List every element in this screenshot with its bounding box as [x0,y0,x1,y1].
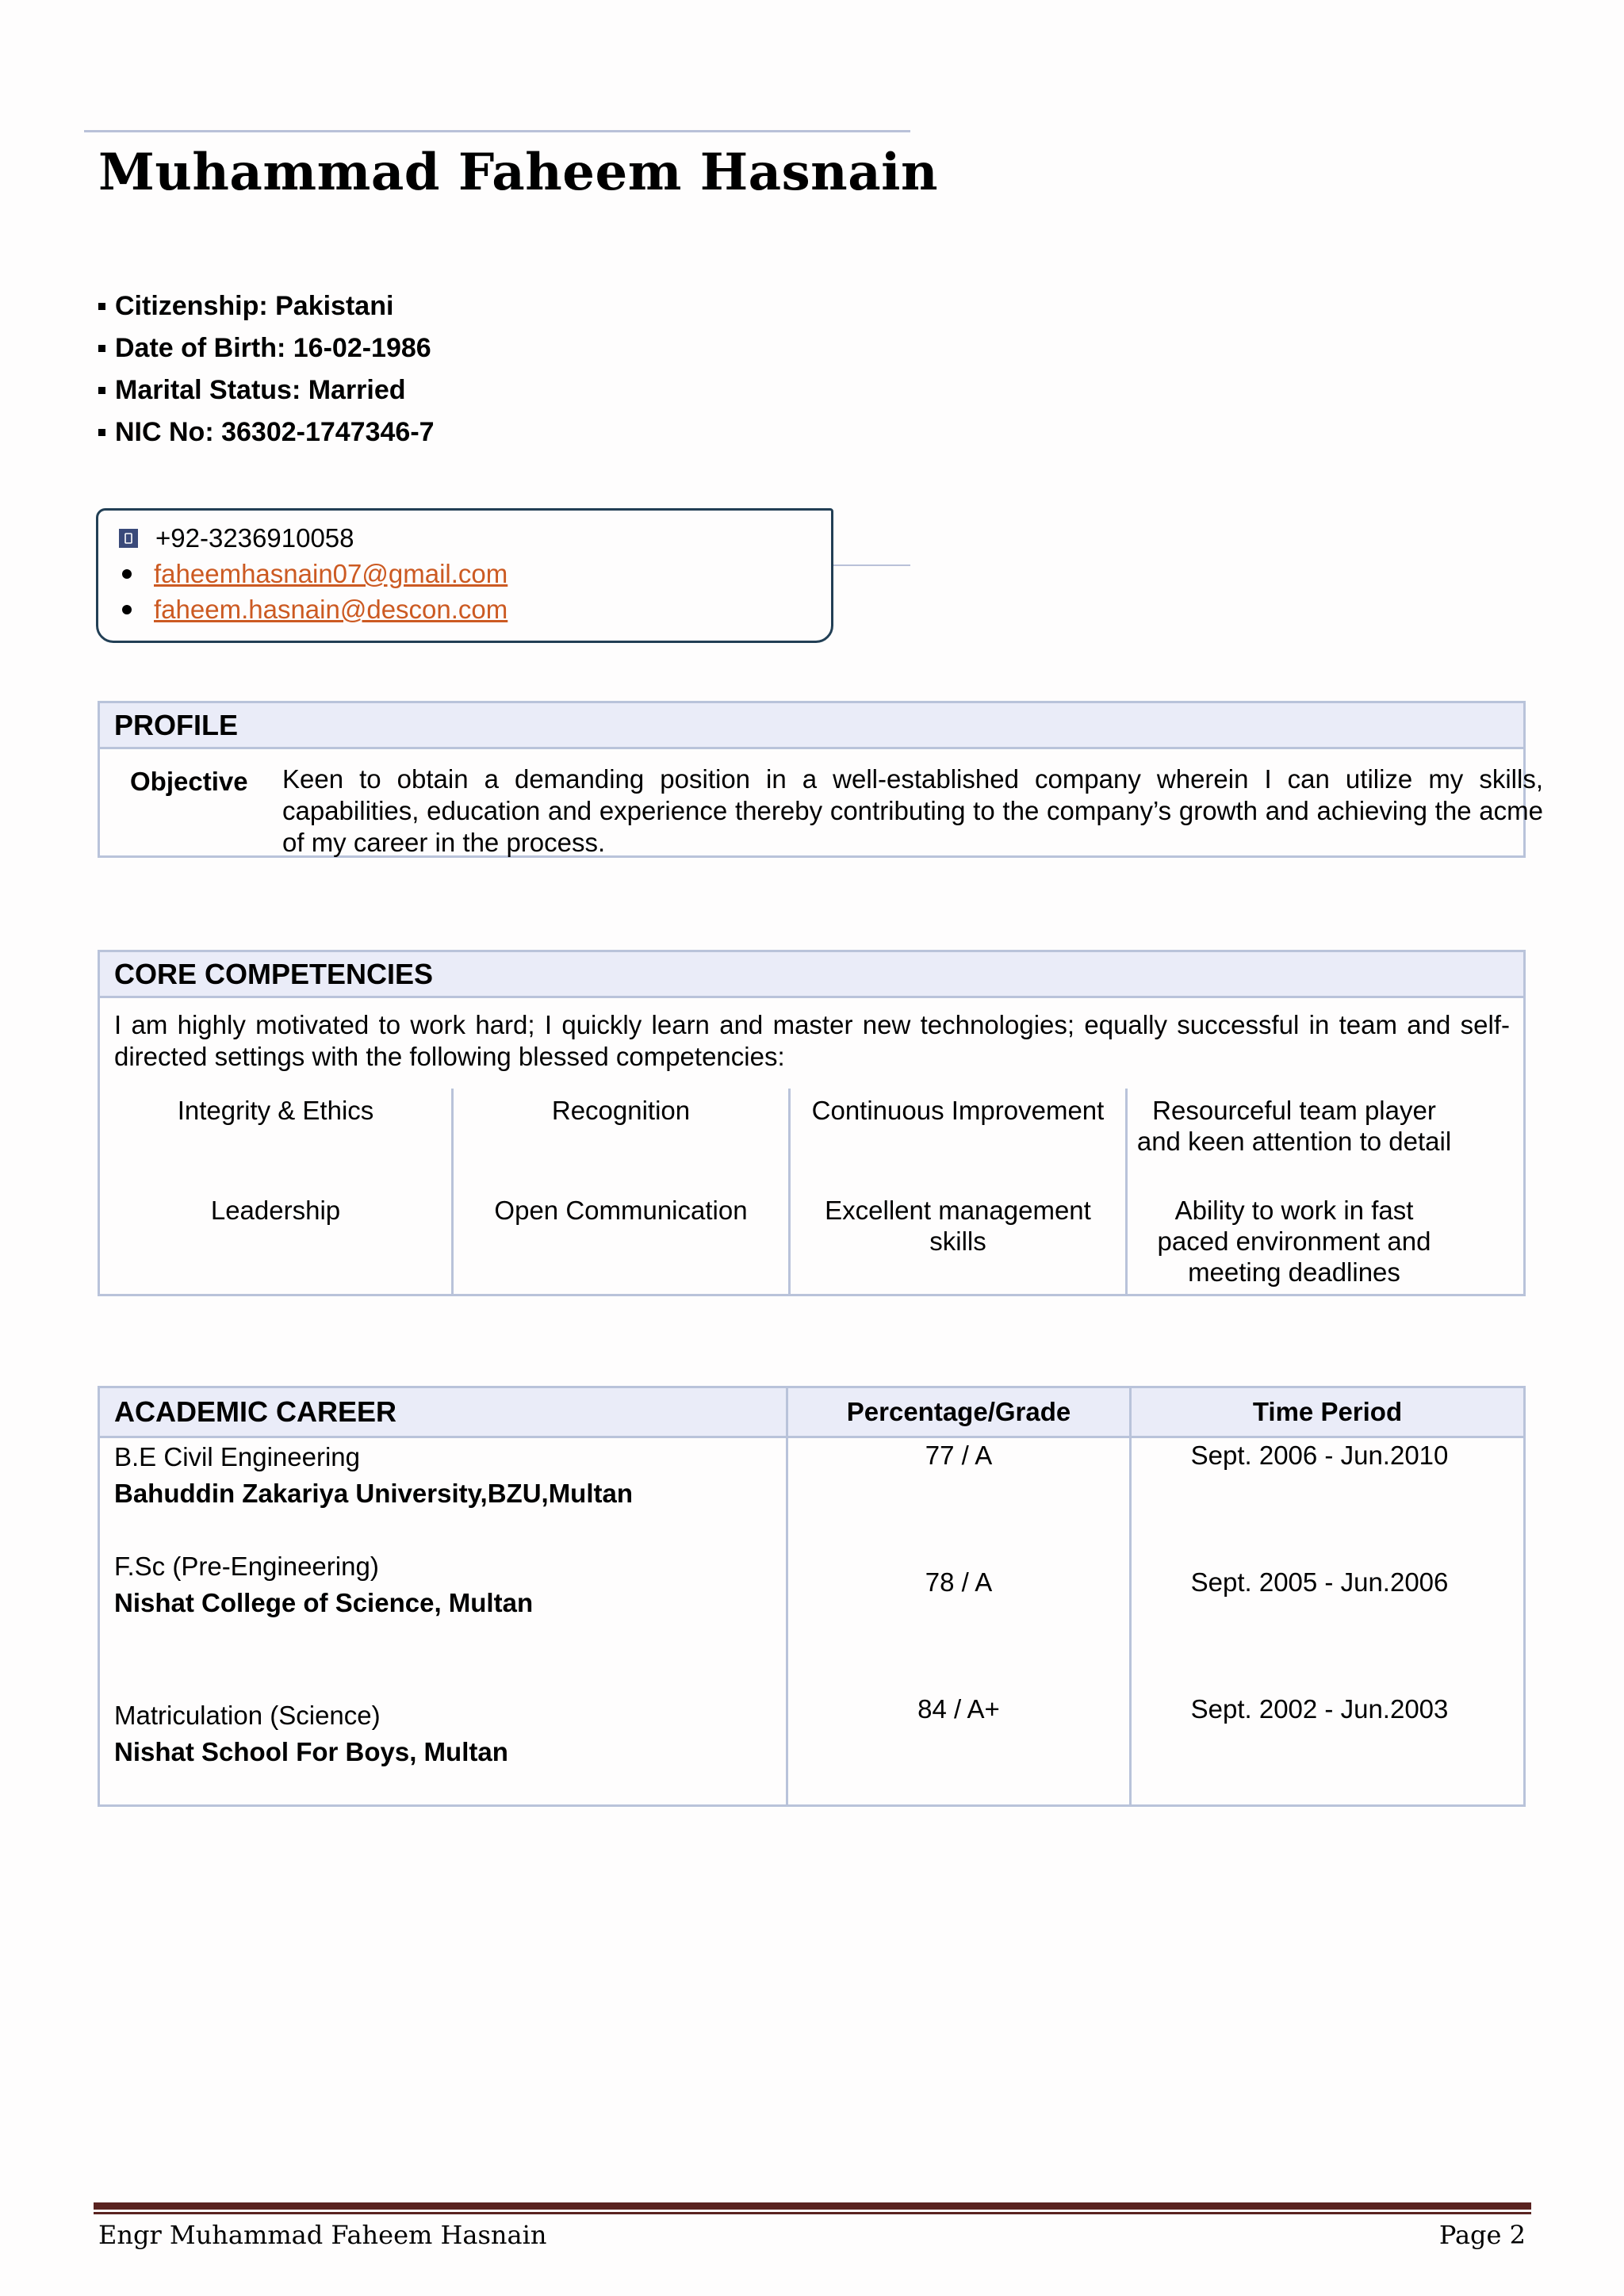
competency-item: Ability to work in fast paced environment and meeting deadlines [1157,1196,1431,1287]
objective-text: Keen to obtain a demanding position in a well-established company wherein I can utilize my skills, capabilities, education and experience thereby contributing to the company’s growth and achieving the acme of my career in the process. [282,764,1543,857]
academic-heading: ACADEMIC CAREER [114,1395,397,1428]
competency-item: Resourceful team player and keen attention to detail [1136,1096,1452,1156]
competency-item: Open Communication [494,1196,748,1225]
personal-citizenship: Citizenship: Pakistani [98,285,435,327]
footer-rule-thin [94,2212,1531,2214]
candidate-name: Muhammad Faheem Hasnain [98,143,938,202]
core-intro: I am highly motivated to work hard; I quickly learn and master new technologies; equally successful in team and self-directed settings with the following blessed competencies: [114,1010,1510,1071]
competency-item: Continuous Improvement [811,1096,1105,1125]
phone-icon [119,529,138,548]
bullet-icon [122,605,132,614]
period-value: Sept. 2002 - Jun.2003 [1190,1694,1449,1724]
profile-section [98,701,1543,858]
contact-email-1 [119,559,508,589]
footer-page-number: Page 2 [1438,2220,1526,2250]
square-bullet-icon [98,429,105,436]
grade-value: 77 / A [925,1441,993,1470]
square-bullet-icon [98,345,105,352]
institute-name: Nishat College of Science, Multan [114,1588,534,1617]
institute-name: Bahuddin Zakariya University,BZU,Multan [114,1479,634,1508]
degree-name: Matriculation (Science) [114,1701,381,1730]
objective-label: Objective [130,767,248,796]
contact-email-2 [119,595,508,625]
personal-nic: NIC No: 36302-1747346-7 [98,411,435,453]
footer-rule-thick [94,2202,1531,2210]
period-column-header: Time Period [1252,1397,1403,1426]
period-value: Sept. 2006 - Jun.2010 [1190,1441,1449,1470]
header-rule [84,130,910,132]
bullet-icon [122,569,132,579]
footer-author: Engr Muhammad Faheem Hasnain [98,2220,547,2250]
profile-heading: PROFILE [100,703,1523,749]
personal-dob: Date of Birth: 16-02-1986 [98,327,435,369]
core-competencies-section [98,950,1526,1296]
competency-item: Excellent management skills [825,1196,1091,1256]
competency-item: Recognition [551,1096,691,1125]
academic-section [98,1386,1526,1807]
competency-column [100,1089,454,1294]
degree-name: F.Sc (Pre-Engineering) [114,1552,379,1581]
core-heading: CORE COMPETENCIES [100,952,1523,998]
grade-value: 78 / A [925,1567,993,1597]
personal-details [98,285,435,453]
degree-name: B.E Civil Engineering [114,1442,360,1471]
personal-marital: Marital Status: Married [98,369,435,411]
contact-box [96,508,833,643]
competency-item: Leadership [210,1196,341,1225]
period-value: Sept. 2005 - Jun.2006 [1190,1567,1449,1597]
square-bullet-icon [98,303,105,310]
email-link-gmail[interactable]: faheemhasnain07@gmail.com [154,559,508,588]
competency-grid [100,1089,1523,1294]
grade-column-header: Percentage/Grade [846,1397,1071,1426]
competency-column [454,1089,791,1294]
competency-column [1128,1089,1461,1294]
contact-phone: +92-3236910058 [119,523,354,553]
contact-rule [831,564,910,566]
institute-name: Nishat School For Boys, Multan [114,1737,508,1766]
competency-item: Integrity & Ethics [177,1096,374,1125]
grade-value: 84 / A+ [917,1694,1000,1724]
competency-column [791,1089,1128,1294]
square-bullet-icon [98,387,105,394]
email-link-descon[interactable]: faheem.hasnain@descon.com [154,595,508,624]
